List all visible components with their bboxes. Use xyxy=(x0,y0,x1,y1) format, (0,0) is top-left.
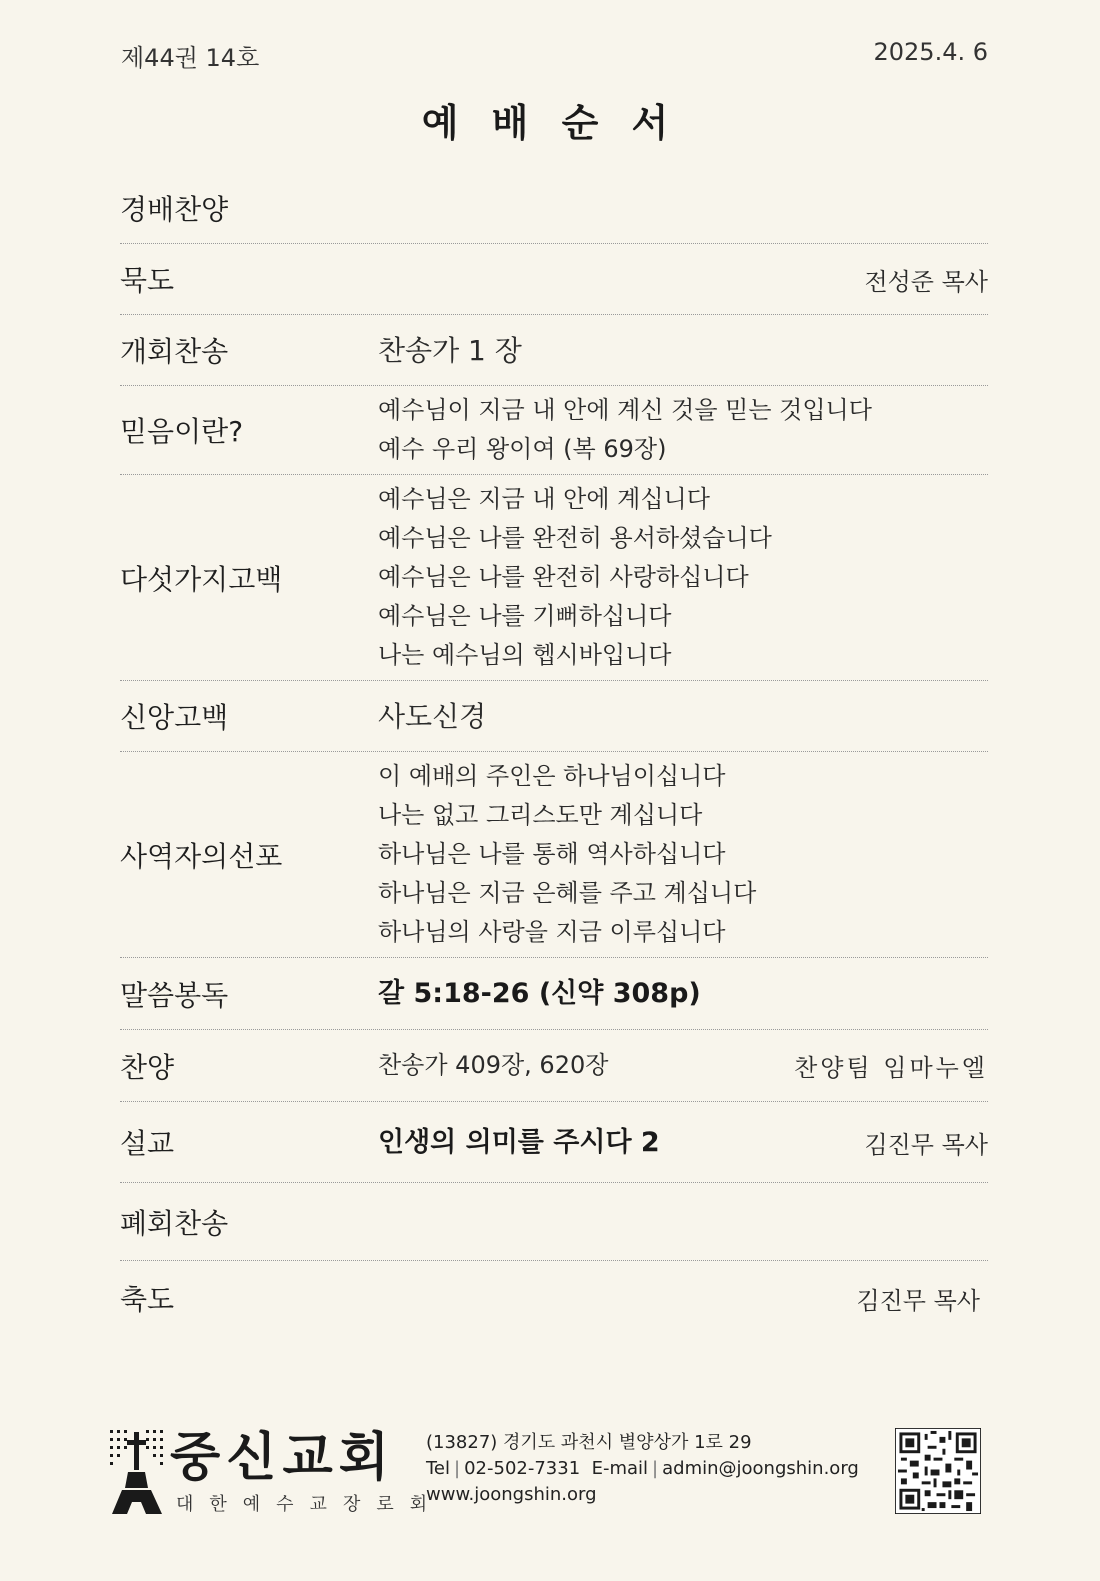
order-row-praise xyxy=(120,172,988,244)
content-line: 이 예배의 주인은 하나님이십니다 xyxy=(378,762,726,790)
content-line: 나는 예수님의 헵시바입니다 xyxy=(378,641,672,669)
email-label: E-mail xyxy=(591,1458,649,1479)
church-name: 중신교회 xyxy=(170,1428,395,1488)
order-row-faith xyxy=(120,386,988,475)
order-leader: 김진무 목사 xyxy=(864,1130,988,1159)
worship-order xyxy=(120,172,988,1335)
content-line: 하나님은 지금 은혜를 주고 계십니다 xyxy=(378,879,757,907)
service-date: 2025.4. 6 xyxy=(873,38,988,66)
content-line: 갈 5:18-26 (신약 308p) xyxy=(378,978,701,1009)
address: (13827) 경기도 과천시 별양상가 1로 29 xyxy=(426,1432,752,1453)
church-logo-icon xyxy=(108,1428,166,1516)
content-line: 예수님은 나를 완전히 사랑하십니다 xyxy=(378,563,749,591)
content-line: 하나님의 사랑을 지금 이루십니다 xyxy=(378,918,726,946)
order-row-declaration xyxy=(120,752,988,958)
order-label: 말씀봉독 xyxy=(120,978,229,1012)
order-content xyxy=(378,480,988,675)
order-row-five-confessions xyxy=(120,475,988,681)
content-line: 예수님은 지금 내 안에 계십니다 xyxy=(378,485,710,513)
order-label: 개회찬송 xyxy=(120,335,229,368)
order-label: 경배찬양 xyxy=(120,192,229,226)
phone-email-line xyxy=(426,1456,859,1482)
tel-label: Tel xyxy=(426,1458,451,1479)
order-row-creed xyxy=(120,681,988,752)
order-row-sermon xyxy=(120,1102,988,1183)
order-row-opening-hymn xyxy=(120,315,988,386)
contact-info xyxy=(426,1430,859,1508)
content-line: 예수님은 나를 기뻐하십니다 xyxy=(378,602,672,630)
content-line: 찬송가 409장, 620장 xyxy=(378,1051,609,1079)
denomination: 대한예수교장로회 xyxy=(176,1494,444,1515)
content-line: 인생의 의미를 주시다 2 xyxy=(378,1126,660,1158)
order-label: 다섯가지고백 xyxy=(120,562,283,596)
order-label: 묵도 xyxy=(120,264,175,297)
order-label: 축도 xyxy=(120,1283,175,1316)
content-line: 예수님은 나를 완전히 용서하셨습니다 xyxy=(378,524,772,552)
order-row-praise-song xyxy=(120,1030,988,1102)
order-content xyxy=(378,391,988,469)
content-line: 하나님은 나를 통해 역사하십니다 xyxy=(378,840,726,868)
issue-number: 제44권 14호 xyxy=(121,44,260,72)
order-content xyxy=(378,974,988,1013)
order-leader: 김진무 목사 xyxy=(856,1286,980,1315)
order-row-closing-hymn xyxy=(120,1183,988,1261)
order-row-silent-prayer xyxy=(120,244,988,315)
content-line: 나는 없고 그리스도만 계십니다 xyxy=(378,801,703,829)
website-link[interactable]: www.joongshin.org xyxy=(426,1484,597,1505)
separator: | xyxy=(652,1458,659,1479)
order-leader: 찬양팀 임마누엘 xyxy=(794,1054,988,1082)
order-label: 신앙고백 xyxy=(120,701,229,734)
order-label: 폐회찬송 xyxy=(120,1206,229,1240)
order-content xyxy=(378,331,988,370)
order-content xyxy=(378,757,988,952)
footer xyxy=(108,1428,988,1518)
page-title: 예 배 순 서 xyxy=(421,101,679,145)
order-content xyxy=(378,697,988,736)
content-line: 사도신경 xyxy=(378,699,487,733)
email-link[interactable]: admin@joongshin.org xyxy=(662,1458,859,1479)
order-label: 찬양 xyxy=(120,1050,175,1084)
order-label: 설교 xyxy=(120,1127,175,1160)
tel-number: 02-502-7331 xyxy=(464,1458,581,1479)
order-row-benediction xyxy=(120,1261,988,1335)
order-row-scripture xyxy=(120,958,988,1030)
content-line: 예수님이 지금 내 안에 계신 것을 믿는 것입니다 xyxy=(378,396,872,424)
content-line: 예수 우리 왕이여 (복 69장) xyxy=(378,435,667,463)
order-label: 사역자의선포 xyxy=(120,839,283,873)
content-line: 찬송가 1 장 xyxy=(378,333,522,367)
qr-code-icon[interactable] xyxy=(895,1428,981,1514)
order-label: 믿음이란? xyxy=(120,415,244,448)
order-leader: 전성준 목사 xyxy=(864,267,988,296)
separator: | xyxy=(454,1458,461,1479)
